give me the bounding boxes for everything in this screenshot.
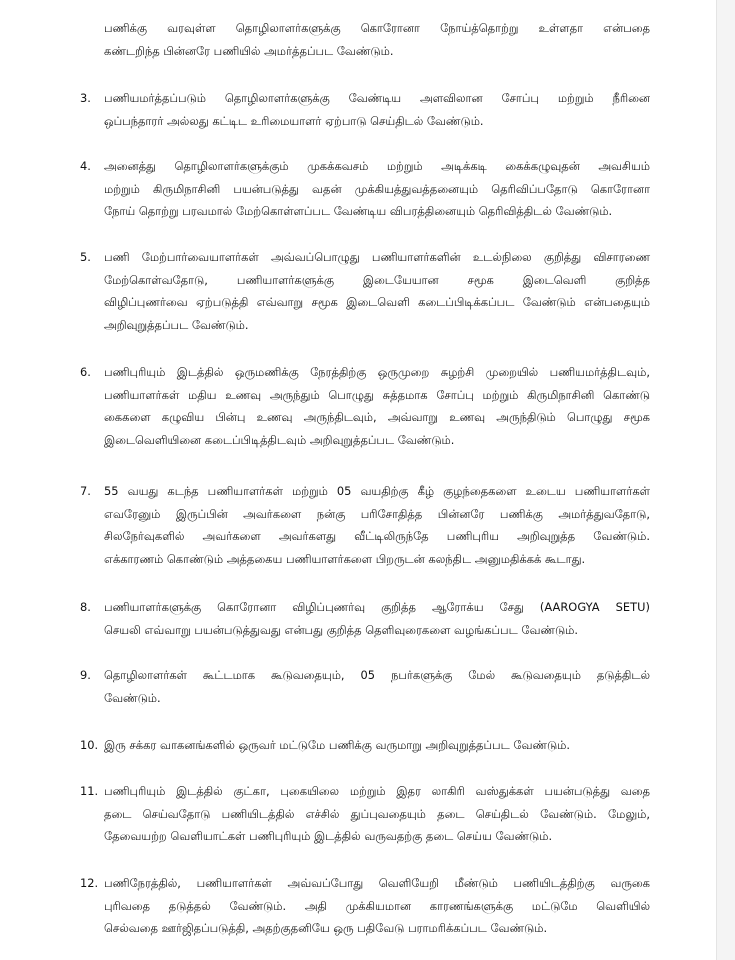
text-line: ஒப்பந்தாரர் அல்லது கட்டிட உரிமையாளர் ஏற்பாடு செய்திடல் வேண்டும். — [104, 113, 484, 128]
text-line: பணிநேரத்தில், பணியாளர்கள் அவ்வப்போது வெளியேறி மீண்டும் பணியிடத்திற்கு வருகை — [104, 876, 650, 890]
text-line: பணி மேற்பார்வையாளர்கள் அவ்வப்பொழுது பணியாளர்களின் உடல்நிலை குறித்து விசாரணை — [104, 250, 650, 264]
text-line: தொழிலாளர்கள் கூட்டமாக கூடுவதையும், 05 நபர்களுக்கு மேல் கூடுவதையும் தடுத்திடல் — [104, 668, 650, 682]
text-line: சிலநேர்வுகளில் அவர்களை அவர்களது வீட்டிலிருந்தே பணிபுரிய அறிவுறுத்த வேண்டும். — [104, 529, 650, 543]
text-line: இடைவெளியினை கடைப்பிடித்திடவும் அறிவுறுத்தப்பட வேண்டும். — [104, 432, 455, 447]
text-line: எவரேனும் இருப்பின் அவர்களை நன்கு பரிசோதித்த பின்னரே பணிக்கு அமர்த்துவதோடு, — [104, 506, 650, 521]
text-line: நோய் தொற்று பரவமால் மேற்கொள்ளப்பட வேண்டிய விபரத்தினையும் தெரிவித்திடல் வேண்டும். — [104, 204, 613, 218]
item-number: 8. — [80, 600, 91, 614]
item-number: 4. — [80, 159, 91, 173]
text-line: செயலி எவ்வாறு பயன்படுத்துவது என்பது குறித்த தெளிவுரைகளை வழங்கப்பட வேண்டும். — [104, 622, 579, 637]
text-line: எக்காரணம் கொண்டும் அத்தகைய பணியாளர்களை பிறருடன் கலந்திட அனுமதிக்கக் கூடாது. — [104, 551, 586, 566]
item-text — [104, 872, 650, 940]
item-number: 7. — [80, 484, 91, 498]
item-number: 6. — [80, 365, 91, 379]
text-line: செல்வதை ஊர்ஜிதப்படுத்தி, அதற்குதனியே ஒரு பதிவேடு பராமரிக்கப்பட வேண்டும். — [104, 921, 548, 935]
text-line: பணியாளர்கள் மதிய உணவு அருந்தும் பொழுது சுத்தமாக சோப்பு மற்றும் கிருமிநாசினி கொண்டு — [104, 387, 650, 402]
item-number: 11. — [80, 784, 99, 798]
text-line: மற்றும் கிருமிநாசினி பயன்படுத்து வதன் முக்கியத்துவத்தனையும் தெரிவிப்பதோடு கொரோனா — [104, 181, 650, 196]
item-number: 9. — [80, 668, 91, 682]
item-text — [104, 780, 650, 848]
item-number: 3. — [80, 91, 91, 105]
text-line: கண்டறிந்த பின்னரே பணியில் அமர்த்தப்பட வேண்டும். — [104, 43, 394, 58]
text-line: பணிபுரியும் இடத்தில் ஒருமணிக்கு நேரத்திற்கு ஒருமுறை சுழற்சி முறையில் பணியமர்த்திடவும், — [104, 365, 650, 379]
text-line: 55 வயது கடந்த பணியாளர்கள் மற்றும் 05 வயதிற்கு கீழ் குழந்தைகளை உடைய பணியாளர்கள் — [104, 484, 650, 498]
item-text — [104, 155, 650, 223]
text-line: தேவையற்ற வெளியாட்கள் பணிபுரியும் இடத்தில் வருவதற்கு தடை செய்ய வேண்டும். — [104, 829, 553, 843]
text-line: பணியாளர்களுக்கு கொரோனா விழிப்புணர்வு குறித்த ஆரோக்ய சேது (AAROGYA SETU) — [104, 600, 650, 614]
text-line: மேற்கொள்வதோடு, பணியாளர்களுக்கு இடையேயான சமூக இடைவெளி குறித்த — [104, 272, 650, 287]
text-line: பணியமர்த்தப்படும் தொழிலாளர்களுக்கு வேண்டிய அளவிலான சோப்பு மற்றும் நீரினை — [104, 91, 650, 105]
text-line: இரு சக்கர வாகனங்களில் ஒருவர் மட்டுமே பணிக்கு வருமாறு அறிவுறுத்தப்பட வேண்டும். — [104, 738, 571, 752]
item-text — [104, 246, 650, 336]
text-line: தடை செய்வதோடு பணியிடத்தில் எச்சில் துப்புவதையும் தடை செய்திடல் வேண்டும். மேலும், — [104, 806, 650, 821]
item-text — [104, 664, 650, 709]
item-number: 12. — [80, 876, 99, 890]
item-text — [104, 480, 650, 570]
text-line: வேண்டும். — [104, 690, 161, 705]
item-text — [104, 361, 650, 451]
text-line: கைகளை கழுவிய பின்பு உணவு அருந்திடவும், அவ்வாறு உணவு அருந்திடும் பொழுது சமூக — [104, 410, 650, 424]
text-line: அறிவுறுத்தப்பட வேண்டும். — [104, 317, 249, 332]
text-line: பணிபுரியும் இடத்தில் குட்கா, புகையிலை மற்றும் இதர லாகிரி வஸ்துக்கள் பயன்படுத்து வதை — [104, 784, 650, 798]
item-text — [104, 734, 650, 757]
text-line: புரிவதை தடுத்தல் வேண்டும். அதி முக்கியமான காரணங்களுக்கு மட்டுமே வெளியில் — [104, 898, 650, 913]
item-number: 5. — [80, 250, 91, 264]
item-text — [104, 596, 650, 641]
text-line: அனைத்து தொழிலாளர்களுக்கும் முகக்கவசம் மற்றும் அடிக்கடி கைக்கழுவுதன் அவசியம் — [104, 159, 650, 173]
item-number: 10. — [80, 738, 99, 752]
viewer-edge — [717, 0, 735, 960]
item-text — [104, 17, 650, 62]
text-line: பணிக்கு வரவுள்ள தொழிலாளர்களுக்கு கொரோனா நோய்த்தொற்று உள்ளதா என்பதை — [104, 21, 650, 35]
item-text — [104, 87, 650, 132]
text-line: விழிப்புணர்வை ஏற்படுத்தி எவ்வாறு சமூக இடைவெளி கடைப்பிடிக்கப்பட வேண்டும் என்பதையும் — [104, 295, 650, 309]
